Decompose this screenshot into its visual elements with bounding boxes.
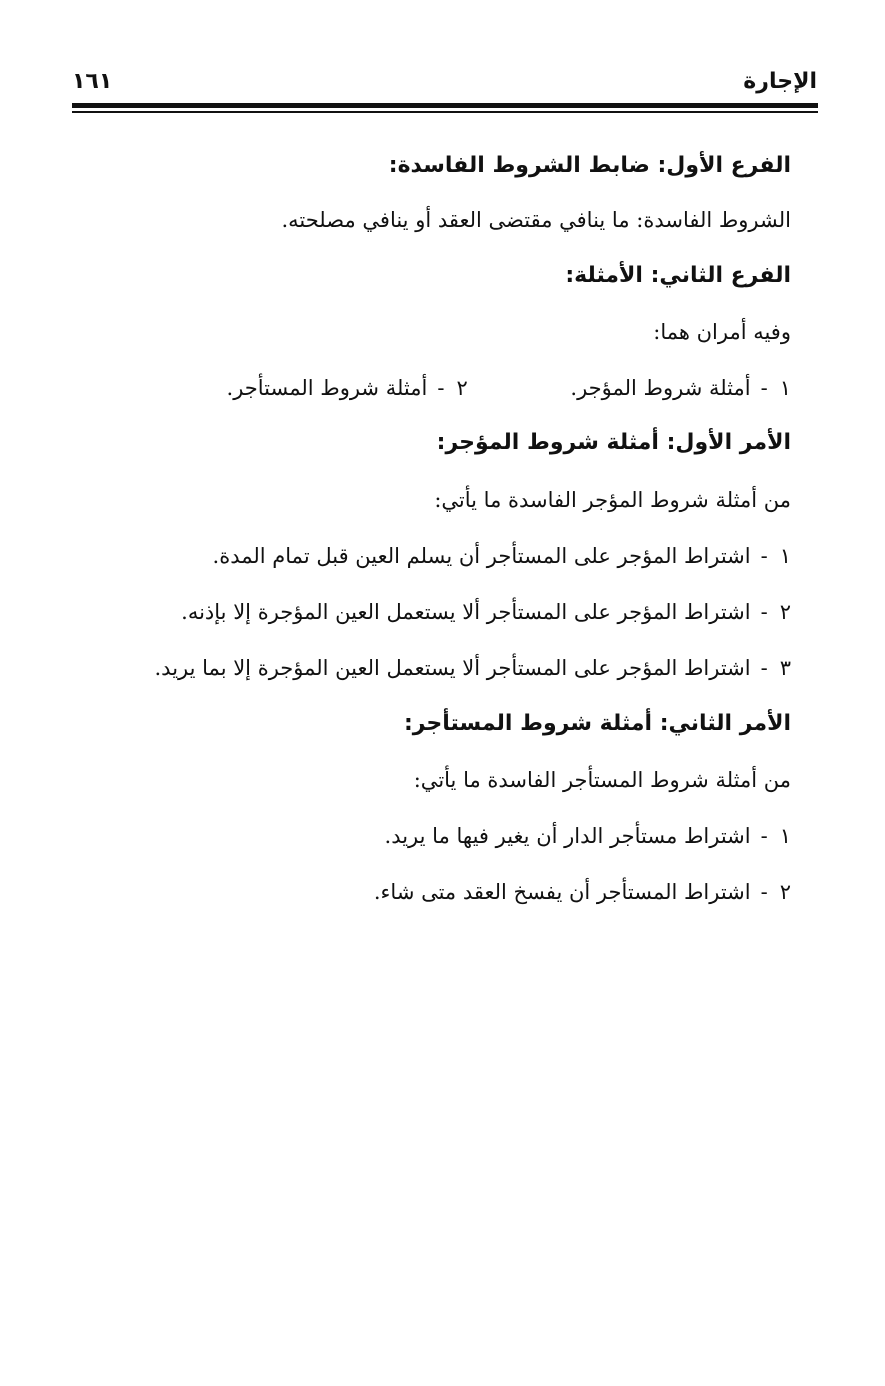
branch2-list xyxy=(227,370,791,406)
branch1-text: الشروط الفاسدة: ما ينافي مقتضى العقد أو ينافي مصلحته. xyxy=(281,208,791,232)
branch2-heading: الفرع الثاني: الأمثلة: xyxy=(565,263,791,288)
item-number: ٢ xyxy=(779,600,791,624)
matter1-intro: من أمثلة شروط المؤجر الفاسدة ما يأتي: xyxy=(434,488,791,512)
matter2-intro: من أمثلة شروط المستأجر الفاسدة ما يأتي: xyxy=(413,768,791,792)
item-number: ١ xyxy=(779,544,791,568)
item-text: أمثلة شروط المؤجر. xyxy=(570,376,751,400)
list-item xyxy=(570,370,791,406)
item-number: ١ xyxy=(779,376,791,400)
item-text: اشتراط مستأجر الدار أن يغير فيها ما يريد. xyxy=(384,824,751,848)
matter1-heading: الأمر الأول: أمثلة شروط المؤجر: xyxy=(436,430,791,455)
item-dash: - xyxy=(760,824,768,848)
item-dash: - xyxy=(760,656,768,680)
header-rule-thin xyxy=(72,111,818,113)
item-number: ٢ xyxy=(779,880,791,904)
item-number: ١ xyxy=(779,824,791,848)
item-dash: - xyxy=(760,880,768,904)
item-text: اشتراط المؤجر على المستأجر أن يسلم العين قبل تمام المدة. xyxy=(212,544,751,568)
list-item xyxy=(155,650,792,686)
header-rule-thick xyxy=(72,103,818,108)
list-item xyxy=(374,874,791,910)
item-dash: - xyxy=(437,376,445,400)
item-number: ٣ xyxy=(779,656,791,680)
list-item xyxy=(213,538,791,574)
branch2-intro: وفيه أمران هما: xyxy=(653,320,791,344)
item-text: اشتراط المؤجر على المستأجر ألا يستعمل العين المؤجرة إلا بإذنه. xyxy=(181,600,751,624)
item-number: ٢ xyxy=(456,376,468,400)
running-title: الإجارة xyxy=(743,69,817,94)
item-text: اشتراط المؤجر على المستأجر ألا يستعمل العين المؤجرة إلا بما يريد. xyxy=(154,656,751,680)
list-item xyxy=(181,594,791,630)
item-dash: - xyxy=(760,600,768,624)
item-text: أمثلة شروط المستأجر. xyxy=(226,376,428,400)
page-number: ١٦١ xyxy=(72,69,113,94)
branch1-heading: الفرع الأول: ضابط الشروط الفاسدة: xyxy=(388,153,791,178)
item-dash: - xyxy=(760,376,768,400)
item-text: اشتراط المستأجر أن يفسخ العقد متى شاء. xyxy=(373,880,751,904)
list-item xyxy=(227,370,468,406)
item-dash: - xyxy=(760,544,768,568)
list-item xyxy=(385,818,791,854)
matter2-heading: الأمر الثاني: أمثلة شروط المستأجر: xyxy=(403,711,791,736)
